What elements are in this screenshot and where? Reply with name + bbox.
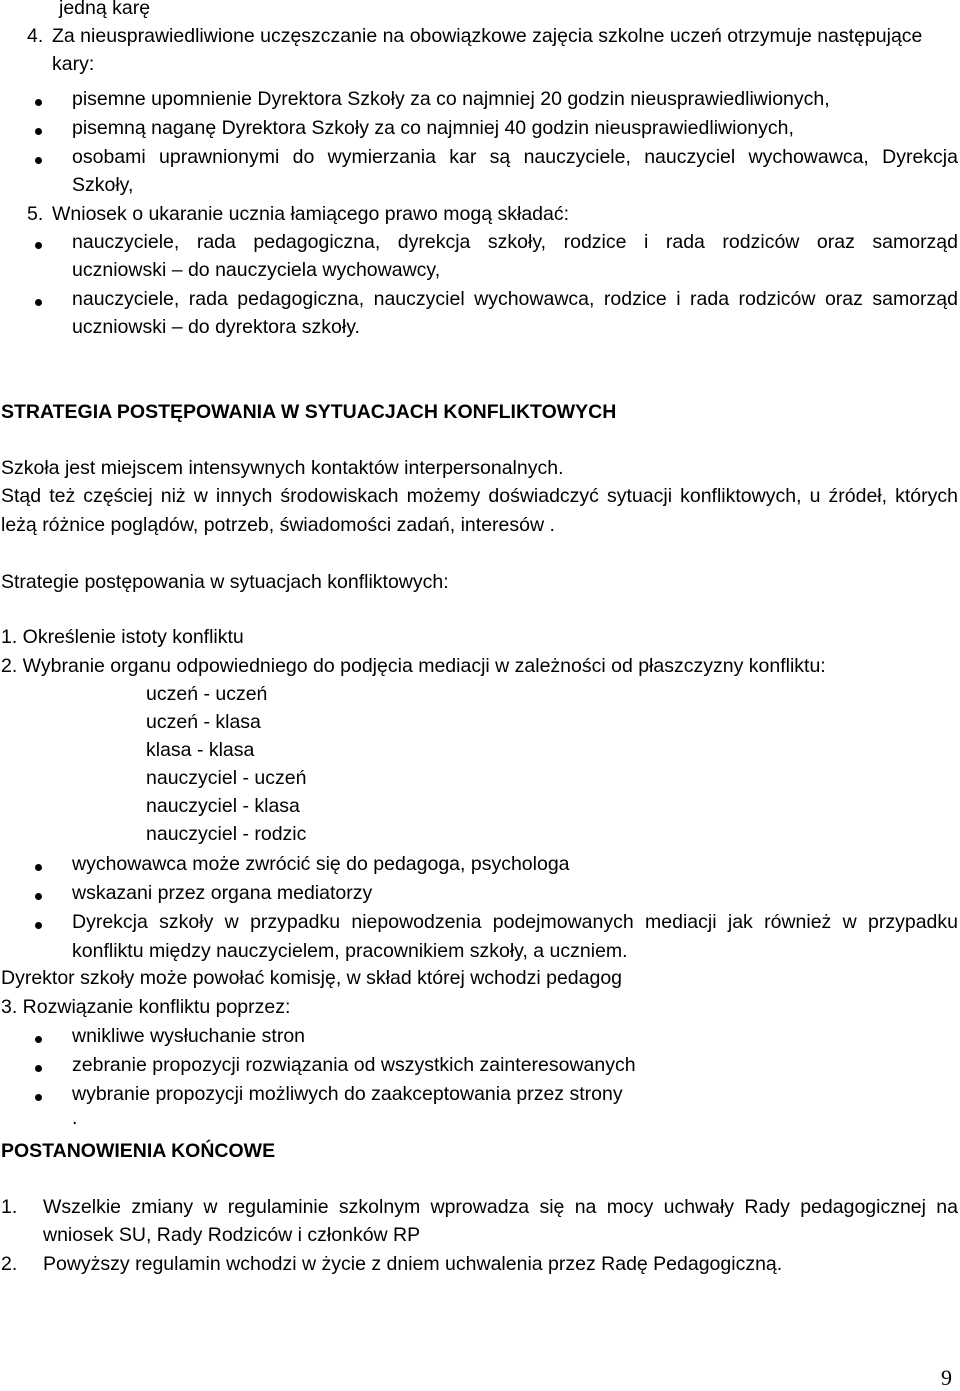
list-text-cont: wniosek SU, Rady Rodziców i członków RP — [43, 1224, 421, 1246]
pair-item: klasa - klasa — [146, 739, 255, 761]
list-text: Powyższy regulamin wchodzi w życie z dniem uchwalenia przez Radę Pedagogiczną. — [43, 1253, 783, 1275]
bullet-icon — [35, 99, 42, 106]
bullet-text: wybranie propozycji możliwych do zaakceptowania przez strony — [72, 1083, 623, 1105]
bullet-icon — [35, 242, 42, 249]
pair-item: nauczyciel - uczeń — [146, 767, 307, 789]
bullet-icon — [35, 1094, 42, 1101]
bullet-text: Dyrekcja szkoły w przypadku niepowodzenia podejmowanych mediacji jak również w przypadku — [72, 911, 958, 933]
bullet-text: nauczyciele, rada pedagogiczna, dyrekcja szkoły, rodzice i rada rodziców oraz samorząd — [72, 231, 958, 253]
bullet-icon — [35, 1065, 42, 1072]
step-item: 2. Wybranie organu odpowiedniego do podjęcia mediacji w zależności od płaszczyzny konfliktu: — [1, 655, 826, 677]
paragraph: Szkoła jest miejscem intensywnych kontaktów interpersonalnych. — [1, 457, 564, 479]
list-text: Wszelkie zmiany w regulaminie szkolnym wprowadza się na mocy uchwały Rady pedagogicznej na — [43, 1196, 958, 1218]
paragraph: Dyrektor szkoły może powołać komisję, w skład której wchodzi pedagog — [1, 967, 623, 989]
list-number: 2. — [1, 1253, 18, 1275]
bullet-icon — [35, 299, 42, 306]
bullet-text: wskazani przez organa mediatorzy — [72, 882, 373, 904]
pair-item: nauczyciel - klasa — [146, 795, 300, 817]
text-fragment: jedną karę — [59, 0, 151, 19]
bullet-icon — [35, 128, 42, 135]
bullet-text: pisemną naganę Dyrektora Szkoły za co najmniej 40 godzin nieusprawiedliwionych, — [72, 117, 794, 139]
bullet-text-cont: uczniowski – do dyrektora szkoły. — [72, 316, 360, 338]
bullet-text-cont: Szkoły, — [72, 174, 134, 196]
list-number: 1. — [1, 1196, 18, 1218]
step-item: 1. Określenie istoty konfliktu — [1, 626, 244, 648]
bullet-icon — [35, 893, 42, 900]
bullet-text: wychowawca może zwrócić się do pedagoga, psychologa — [72, 853, 570, 875]
paragraph-cont: leżą różnice poglądów, potrzeb, świadomości zadań, interesów . — [1, 514, 555, 536]
bullet-text-cont: uczniowski – do nauczyciela wychowawcy, — [72, 259, 441, 281]
list-text: Wniosek o ukaranie ucznia łamiącego prawo mogą składać: — [52, 203, 570, 225]
bullet-text: zebranie propozycji rozwiązania od wszystkich zainteresowanych — [72, 1054, 636, 1076]
bullet-icon — [35, 1036, 42, 1043]
bullet-text-cont: konfliktu między nauczycielem, pracownikiem szkoły, a uczniem. — [72, 940, 628, 962]
bullet-text: pisemne upomnienie Dyrektora Szkoły za co najmniej 20 godzin nieusprawiedliwionych, — [72, 88, 830, 110]
paragraph: Stąd też częściej niż w innych środowiskach możemy doświadczyć sytuacji konfliktowych, u źródeł, których — [1, 485, 958, 507]
paragraph: Strategie postępowania w sytuacjach konfliktowych: — [1, 571, 449, 593]
page-number: 9 — [941, 1365, 952, 1390]
section-heading: POSTANOWIENIA KOŃCOWE — [1, 1140, 276, 1162]
section-heading: STRATEGIA POSTĘPOWANIA W SYTUACJACH KONFLIKTOWYCH — [1, 401, 617, 423]
bullet-text: wnikliwe wysłuchanie stron — [72, 1025, 306, 1047]
pair-item: nauczyciel - rodzic — [146, 823, 307, 845]
list-text: Za nieusprawiedliwione uczęszczanie na obowiązkowe zajęcia szkolne uczeń otrzymuje następujące — [52, 25, 923, 47]
bullet-text: osobami uprawnionymi do wymierzania kar są nauczyciele, nauczyciel wychowawca, Dyrekcja — [72, 146, 958, 168]
step-item: 3. Rozwiązanie konfliktu poprzez: — [1, 996, 291, 1018]
pair-item: uczeń - klasa — [146, 711, 261, 733]
bullet-icon — [35, 922, 42, 929]
pair-item: uczeń - uczeń — [146, 683, 268, 705]
stray-dot: . — [72, 1107, 78, 1129]
list-number: 5. — [27, 203, 44, 225]
list-number: 4. — [27, 25, 44, 47]
bullet-icon — [35, 157, 42, 164]
list-text-cont: kary: — [52, 53, 95, 75]
bullet-icon — [35, 864, 42, 871]
bullet-text: nauczyciele, rada pedagogiczna, nauczyciel wychowawca, rodzice i rada rodziców oraz samorząd — [72, 288, 958, 310]
